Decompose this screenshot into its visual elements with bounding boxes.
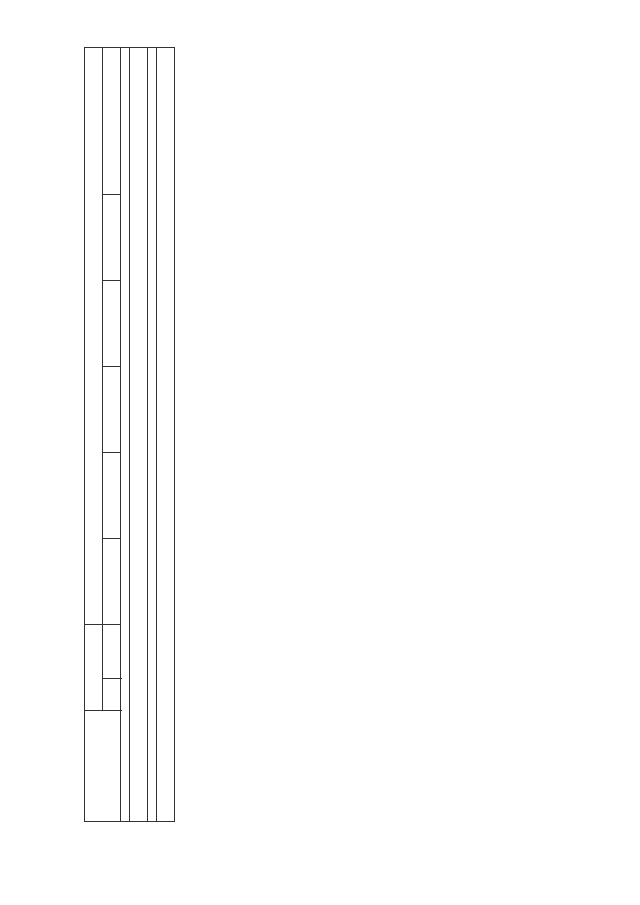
header-indicator xyxy=(84,710,120,821)
gap-row xyxy=(120,47,129,821)
section-title-row xyxy=(156,47,174,821)
forest-density-table xyxy=(84,47,175,822)
rotated-table-container xyxy=(84,47,609,822)
header-total-ha xyxy=(102,678,120,711)
section-title xyxy=(156,47,174,821)
section-title xyxy=(129,47,147,821)
header-total-m3 xyxy=(102,624,120,677)
header-total xyxy=(84,624,102,710)
gap-row xyxy=(147,47,156,821)
header-density xyxy=(102,538,120,624)
header-density xyxy=(102,280,120,366)
header-row-2 xyxy=(102,47,120,821)
header-density xyxy=(102,366,120,452)
section-title-row xyxy=(129,47,147,821)
header-density xyxy=(102,452,120,538)
header-row-1 xyxy=(84,47,102,821)
header-incl xyxy=(84,47,102,624)
header-density xyxy=(102,47,120,194)
header-density xyxy=(102,194,120,280)
